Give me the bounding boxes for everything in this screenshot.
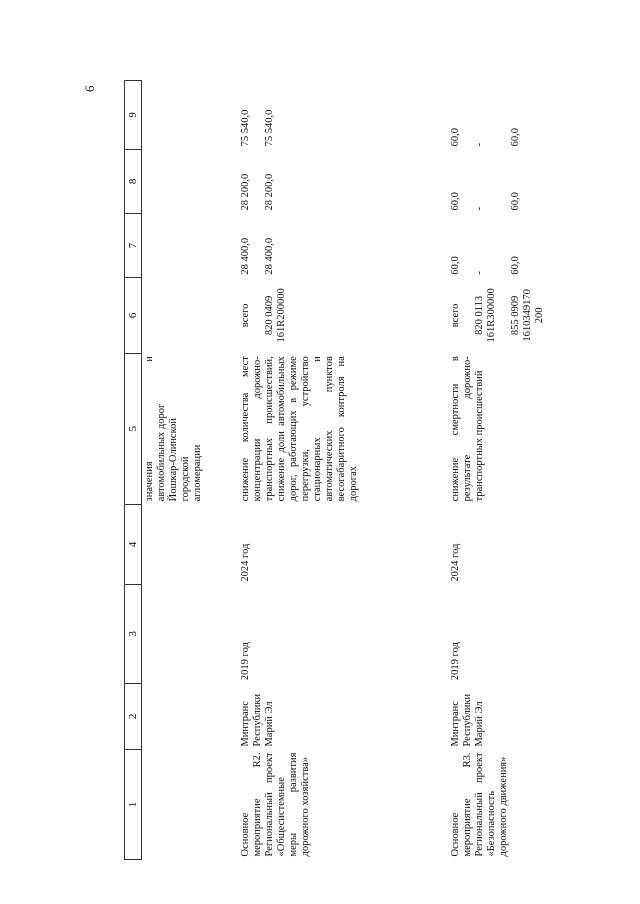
header-row	[125, 81, 142, 860]
table-row-r3	[448, 81, 550, 860]
cell-budget-codes: всего 820 0409 161R200000	[239, 288, 287, 343]
rotated-table-sheet	[124, 80, 544, 860]
cell-description: снижение количества мест концентрации дорожно-транспортных происшествий, снижение доли автомобильных дорог, работающих в режиме перегрузки, устройство стационарных и автоматических пунктов весогабаритного контроля на дорогах	[239, 356, 359, 502]
cell-description: снижение смертности в результате дорожно-транспортных происшествий	[449, 356, 485, 502]
col-header-8: 8	[125, 149, 142, 213]
col-header-1: 1	[125, 750, 142, 860]
cell-end-year: 2024 год	[239, 543, 251, 582]
program-table	[124, 80, 550, 860]
cell-amount-col9: 75 540,0 75 540,0	[239, 109, 275, 147]
col-header-2: 2	[125, 683, 142, 749]
col-header-7: 7	[125, 213, 142, 277]
table-row-r2	[238, 81, 448, 860]
cell-executor: Минтранс Республики Марий Эл	[239, 693, 275, 747]
page-number: 6	[82, 85, 97, 92]
table-row-continuation	[142, 81, 238, 860]
cell-start-year: 2019 год	[239, 642, 251, 681]
cell-amount-col7: 28 400,0 28 400,0	[239, 237, 275, 275]
cell-budget-codes: всего 820 0113 161R300000 855 0909 1610349170 200	[449, 288, 545, 343]
cell-amount-col8: 28 200,0 28 200,0	[239, 173, 275, 211]
cell-start-year: 2019 год	[449, 642, 461, 681]
cell-description: значения и автомобильных дорог Йошкар-Олинской городской агломерации	[144, 356, 203, 502]
cell-measure-name: Основное мероприятие R3. Региональный проект «Безопасность дорожного движения»	[449, 752, 509, 857]
col-header-5: 5	[125, 353, 142, 504]
col-header-3: 3	[125, 585, 142, 684]
cell-amount-col9: 60,0 - 60,0	[449, 127, 521, 147]
cell-end-year: 2024 год	[449, 543, 461, 582]
col-header-6: 6	[125, 278, 142, 354]
cell-amount-col7: 60,0 - 60,0	[449, 256, 521, 275]
col-header-4: 4	[125, 504, 142, 584]
cell-executor: Минтранс Республики Марий Эл	[449, 693, 485, 747]
col-header-9: 9	[125, 81, 142, 150]
cell-amount-col8: 60,0 - 60,0	[449, 192, 521, 211]
cell-measure-name: Основное мероприятие R2. Региональный проект «Общесистемные меры развития дорожного хозяйства»	[239, 752, 311, 857]
